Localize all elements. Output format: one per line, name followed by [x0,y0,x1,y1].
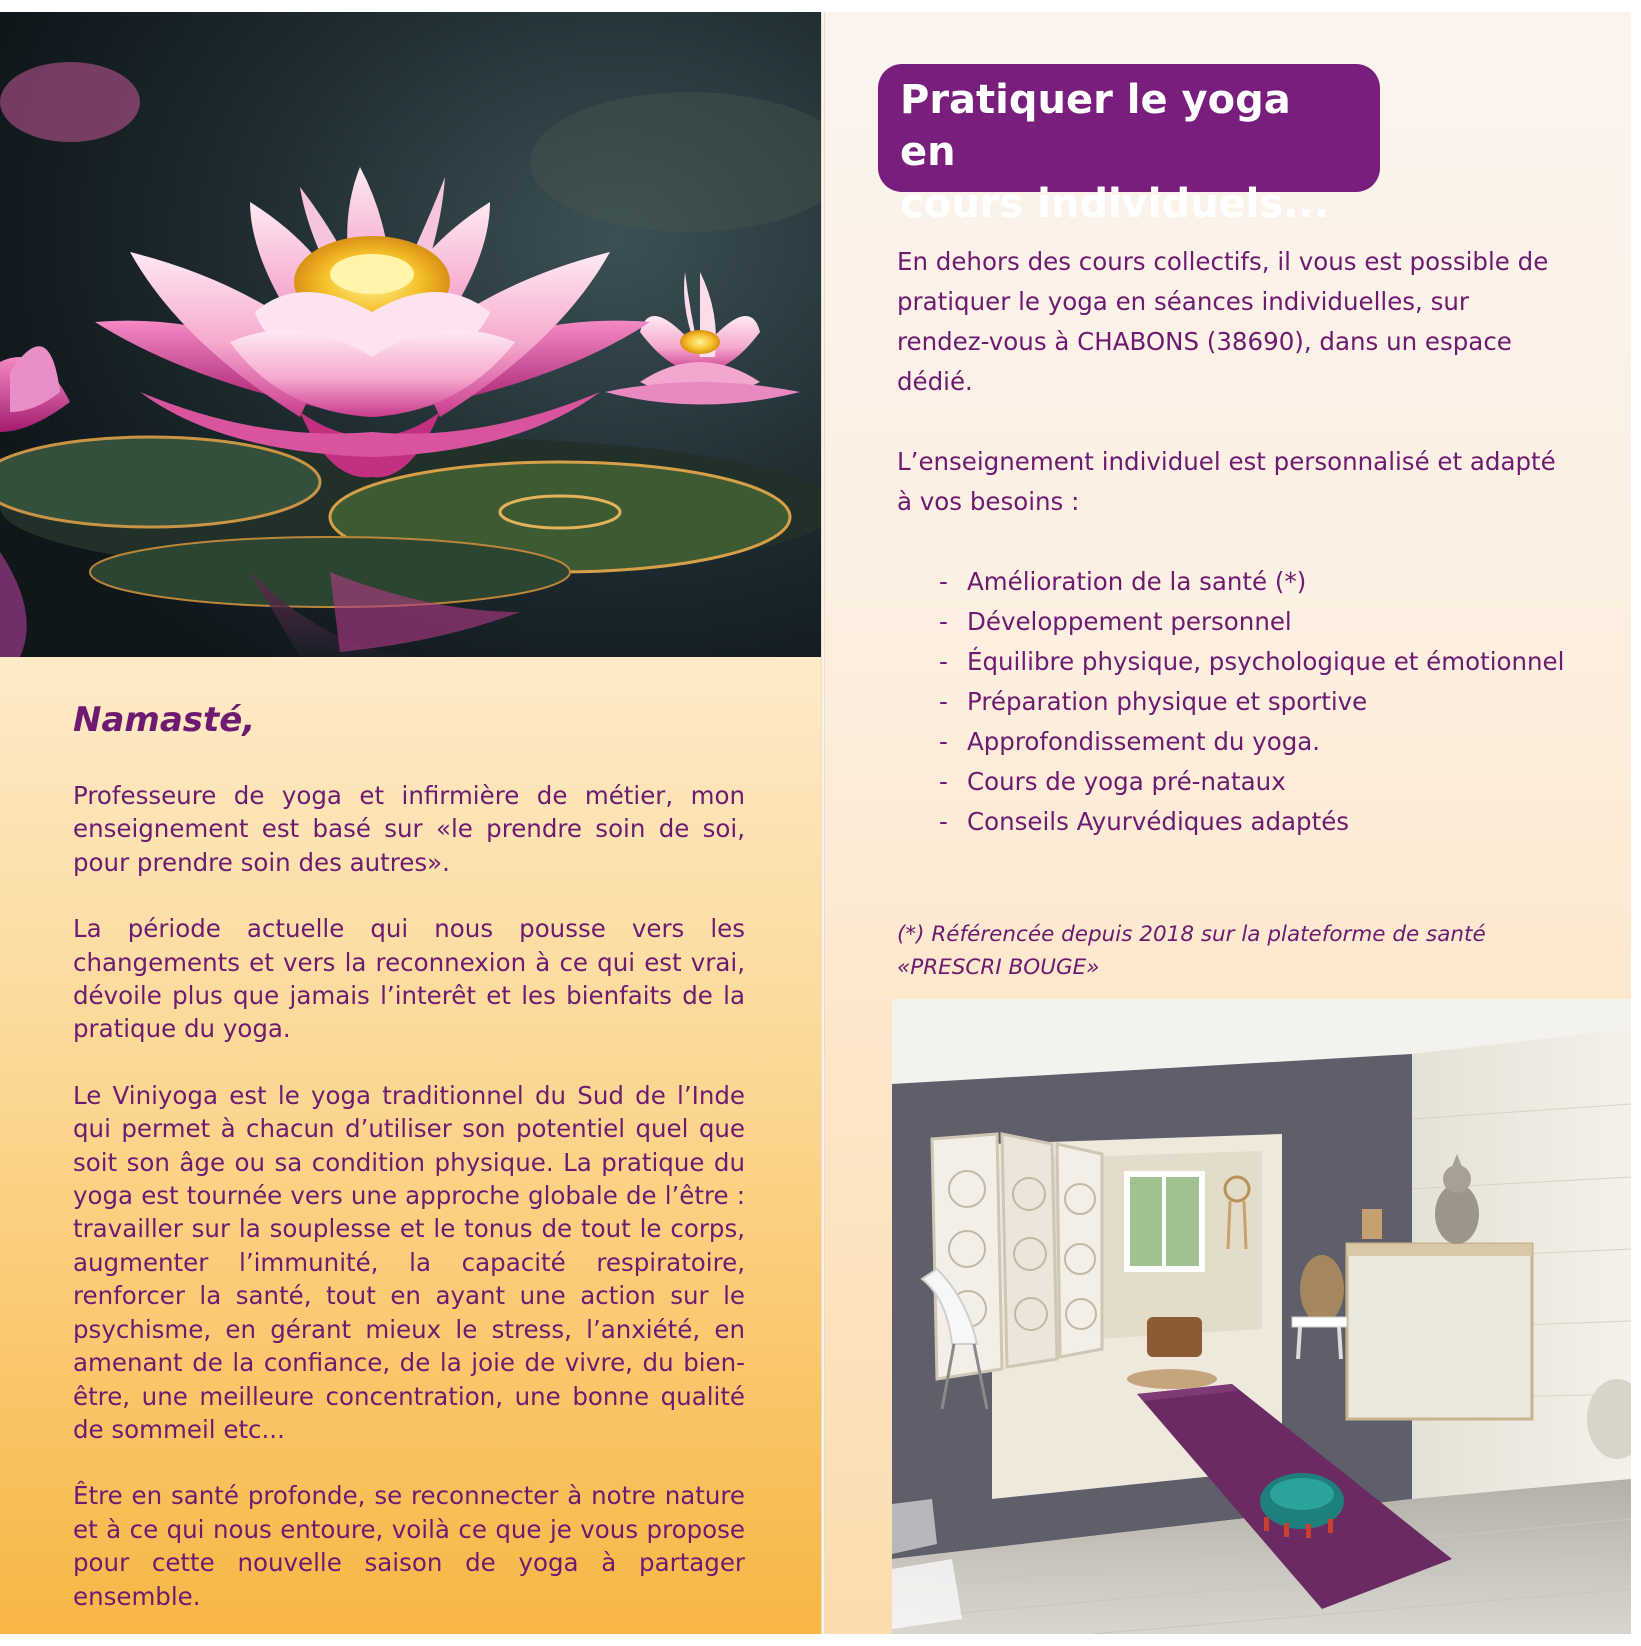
bullet-dash: - [939,607,948,636]
footnote-line-1: (*) Référencée depuis 2018 sur la plateforme de santé [897,922,1486,947]
yoga-room-photo [892,999,1631,1634]
list-item: - Amélioration de la santé (*) [939,562,1567,602]
bullet-dash: - [939,687,948,716]
left-panel [0,12,822,1634]
section-title-line-2: cours individuels... [900,181,1329,227]
list-item: - Approfondissement du yoga. [939,722,1567,762]
left-body-text [73,779,745,1634]
bullet-dash: - [939,807,948,836]
needs-lead: L’enseignement individuel est personnalisé et adapté à vos besoins : [897,447,1556,516]
right-body-text [897,242,1567,842]
individual-intro: En dehors des cours collectifs, il vous est possible de pratiquer le yoga en séances individuelles, sur rendez-vous à CHABONS (38690), dans un espace dédié. [897,247,1549,396]
bullet-dash: - [939,767,948,796]
bullet-dash: - [939,727,948,756]
footnote [897,918,1547,984]
list-item: - Cours de yoga pré-nataux [939,762,1567,802]
needs-list [897,562,1567,842]
section-title-line-1: Pratiquer le yoga en [900,77,1291,175]
closing-paragraph: Être en santé profonde, se reconnecter à notre nature et à ce qui nous entoure, voilà ce que je vous propose pour cette nouvelle saison de yoga à partager ensemble. [73,1481,745,1611]
yoga-room-illustration [892,999,1631,1634]
list-item: - Conseils Ayurvédiques adaptés [939,802,1567,842]
right-panel [825,12,1631,1634]
footnote-line-2: «PRESCRI BOUGE» [897,955,1100,980]
list-item: - Développement personnel [939,602,1567,642]
context-paragraph: La période actuelle qui nous pousse vers les changements et vers la reconnexion à ce qui est vrai, dévoile plus que jamais l’interêt et les bienfaits de la pratique du yoga. [73,914,745,1044]
lotus-illustration [0,12,822,657]
bullet-dash: - [939,647,948,676]
bullet-dash: - [939,567,948,596]
greeting-heading: Namasté, [73,700,256,740]
list-item: - Préparation physique et sportive [939,682,1567,722]
section-title [878,64,1380,227]
viniyoga-paragraph: Le Viniyoga est le yoga traditionnel du Sud de l’Inde qui permet à chacun d’utiliser son potentiel quel que soit son âge ou sa condition physique. La pratique du yoga est tournée vers une approche globale de l’être : travailler sur la souplesse et le tonus de tout le corps, augmenter l’immunité, la capacité respiratoire, renforcer la santé, tout en ayant une action sur le psychisme, en gérant mieux le stress, l’anxiété, en amenant de la confiance, de la joie de vivre, du bien-être, une meilleure concentration, une bonne qualité de sommeil etc... [73,1080,745,1444]
lotus-photo [0,12,822,657]
intro-paragraph: Professeure de yoga et infirmière de métier, mon enseignement est basé sur «le prendre soin de soi, pour prendre soin des autres». [73,781,745,877]
list-item: - Équilibre physique, psychologique et émotionnel [939,642,1567,682]
